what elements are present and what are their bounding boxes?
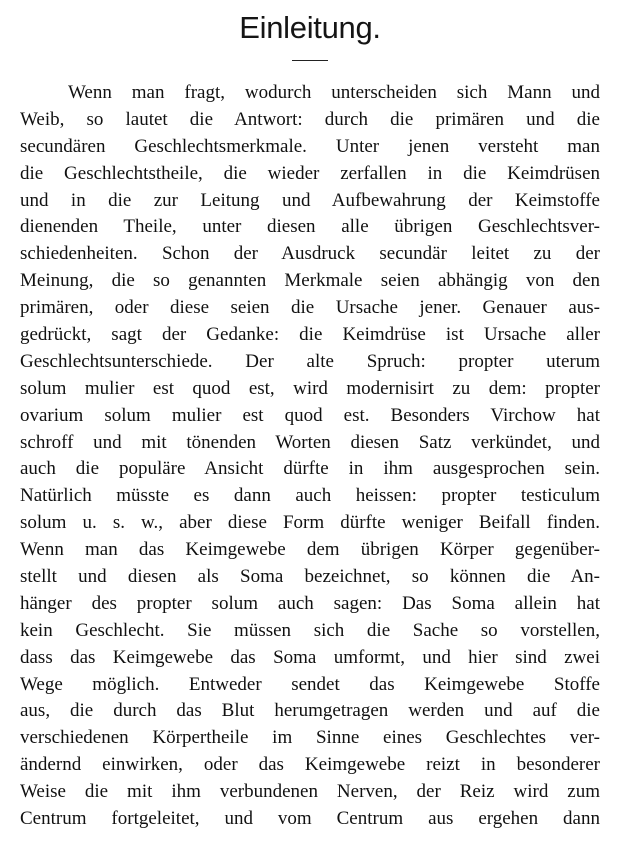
text-line: die Geschlechtstheile, die wieder zerfallen in die Keimdrüsen [20,162,600,184]
body-paragraph [20,80,600,833]
text-line: solum mulier est quod est, wird modernisirt zu dem: propter [20,377,600,399]
text-line: aus, die durch das Blut herumgetragen werden und auf die [20,700,600,722]
text-line: schroff und mit tönenden Worten diesen Satz verkündet, und [20,431,600,453]
text-line: schiedenheiten. Schon der Ausdruck secundär leitet zu der [20,243,600,265]
text-line: Weise die mit ihm verbundenen Nerven, der Reiz wird zum [20,781,600,803]
text-line: und in die zur Leitung und Aufbewahrung der Keimstoffe [20,189,600,211]
text-line: stellt und diesen als Soma bezeichnet, so können die An- [20,566,600,588]
text-line: ovarium solum mulier est quod est. Besonders Virchow hat [20,404,600,426]
text-line: kein Geschlecht. Sie müssen sich die Sache so vorstellen, [20,619,600,641]
text-line: auch die populäre Ansicht dürfte in ihm ausgesprochen sein. [20,458,600,480]
chapter-title: Einleitung. [239,10,381,45]
text-line: ändernd einwirken, oder das Keimgewebe reizt in besonderer [20,754,600,776]
text-line: Centrum fortgeleitet, und vom Centrum aus ergehen dann [20,808,600,830]
title-divider [292,60,328,61]
text-line: dass das Keimgewebe das Soma umformt, und hier sind zwei [20,646,600,668]
text-line: solum u. s. w., aber diese Form dürfte weniger Beifall finden. [20,512,600,534]
text-line: Wenn man fragt, wodurch unterscheiden sich Mann und [68,82,600,103]
text-line: gedrückt, sagt der Gedanke: die Keimdrüse ist Ursache aller [20,324,600,346]
text-line: dienenden Theile, unter diesen alle übrigen Geschlechtsver- [20,216,600,238]
text-line: primären, oder diese seien die Ursache jener. Genauer aus- [20,297,600,319]
text-line: verschiedenen Körpertheile im Sinne eines Geschlechtes ver- [20,727,600,749]
text-line: Meinung, die so genannten Merkmale seien abhängig von den [20,270,600,292]
text-line: secundären Geschlechtsmerkmale. Unter jenen versteht man [20,135,600,157]
text-line: hänger des propter solum auch sagen: Das Soma allein hat [20,592,600,614]
text-line: Wege möglich. Entweder sendet das Keimgewebe Stoffe [20,673,600,695]
text-line: Natürlich müsste es dann auch heissen: propter testiculum [20,485,600,507]
text-line: Wenn man das Keimgewebe dem übrigen Körper gegenüber- [20,539,600,561]
text-line: Geschlechtsunterschiede. Der alte Spruch: propter uterum [20,350,600,372]
text-line: Weib, so lautet die Antwort: durch die primären und die [20,108,600,130]
